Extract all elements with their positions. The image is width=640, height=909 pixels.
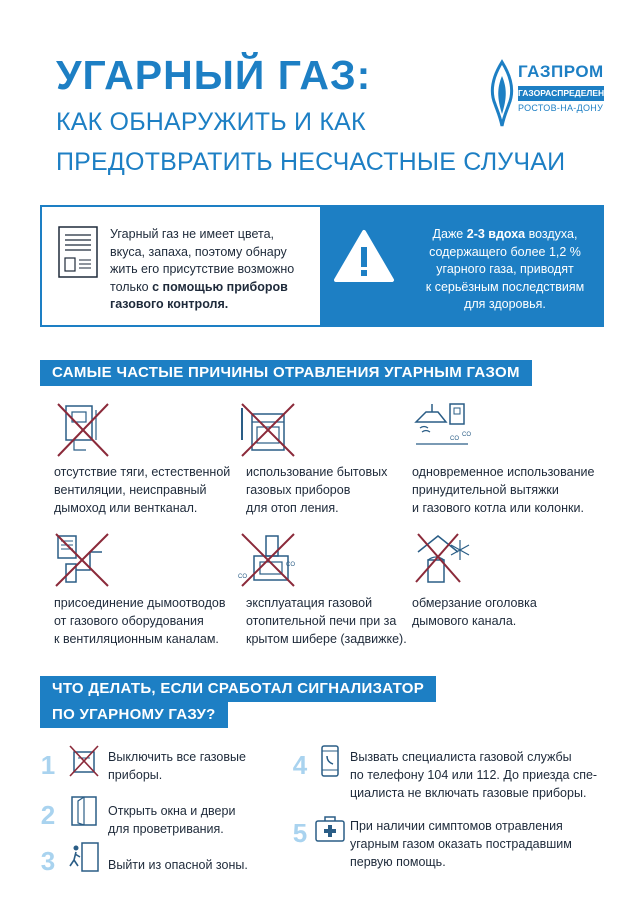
info-right-bold: 2-3 вдоха [466, 227, 526, 241]
cause-line: эксплуатация газовой [246, 596, 373, 610]
cause-item [246, 594, 407, 648]
vent-duct-icon [52, 530, 112, 590]
step-line: для проветривания. [108, 822, 224, 836]
co-label: CO [462, 432, 471, 438]
cause-line: принудительной вытяжки [412, 483, 559, 497]
page-subtitle-line2: ПРЕДОТВРАТИТЬ НЕСЧАСТНЫЕ СЛУЧАИ [56, 148, 566, 176]
first-aid-kit-icon [314, 812, 346, 846]
step-number: 4 [292, 750, 308, 780]
info-right-line [410, 226, 600, 244]
step-line: Выключить все газовые [108, 750, 246, 764]
actions-heading-line2: ПО УГАРНОМУ ГАЗУ? [40, 702, 228, 728]
exit-door-icon [68, 840, 100, 874]
cause-item [54, 594, 225, 648]
logo-division: ГАЗОРАСПРЕДЕЛЕНИЕ [518, 86, 604, 101]
info-right-line: угарного газа, приводят [436, 262, 574, 276]
info-text-left [110, 226, 310, 314]
step-item [350, 817, 572, 871]
step-item [350, 748, 597, 802]
step-line: Выйти из опасной зоны. [108, 858, 248, 872]
phone-icon [314, 744, 346, 778]
cause-line: обмерзание оголовка [412, 596, 537, 610]
info-left-line: Угарный газ не имеет цвета, [110, 227, 275, 241]
step-line: угарным газом оказать пострадавшим [350, 837, 572, 851]
info-left-bold: газового контроля. [110, 297, 229, 311]
cause-line: дымового канала. [412, 614, 517, 628]
step-number: 5 [292, 818, 308, 848]
warning-triangle-icon [332, 228, 396, 284]
step-item [108, 802, 235, 838]
info-left-line: жить его присутствие возможно [110, 262, 295, 276]
step-number: 1 [40, 750, 56, 780]
info-left-bold: с помощью приборов [152, 279, 288, 294]
cause-line: от газового оборудования [54, 614, 204, 628]
cause-line: крытом шибере (задвижке). [246, 632, 407, 646]
info-left-line: вкуса, запаха, поэтому обнару [110, 244, 287, 259]
gas-stove-icon [238, 400, 298, 460]
gazprom-flame-icon [486, 58, 518, 130]
step-line: При наличии симптомов отравления [350, 819, 563, 833]
step-line: по телефону 104 или 112. До приезда спе- [350, 768, 598, 782]
cause-item [412, 463, 594, 517]
causes-heading: САМЫЕ ЧАСТЫЕ ПРИЧИНЫ ОТРАВЛЕНИЯ УГАРНЫМ ГАЗОМ [40, 360, 532, 386]
step-number: 2 [40, 800, 56, 830]
step-line: первую помощь. [350, 855, 446, 869]
info-right-text: Даже [432, 227, 467, 241]
cause-line: отопительной печи при за [246, 614, 397, 628]
cause-line: газовых приборов [246, 483, 351, 497]
cause-line: одновременное использование [412, 465, 595, 479]
actions-heading-line1: ЧТО ДЕЛАТЬ, ЕСЛИ СРАБОТАЛ СИГНАЛИЗАТОР [40, 676, 436, 702]
cause-line: дымоход или вентканал. [54, 501, 198, 515]
cause-line: и газового котла или колонки. [412, 501, 584, 515]
step-line: Вызвать специалиста газовой службы [350, 750, 572, 764]
frozen-chimney-icon [412, 530, 472, 590]
info-text-right [410, 226, 600, 314]
open-window-icon [68, 794, 100, 828]
gas-appliance-off-icon [68, 744, 100, 778]
cause-item [412, 594, 537, 630]
info-left-line [110, 296, 310, 314]
step-line: Открыть окна и двери [108, 804, 236, 818]
co-label: CO [450, 436, 459, 442]
cause-item [54, 463, 230, 517]
co-label: CO [286, 562, 295, 568]
step-item [108, 856, 248, 874]
step-item [108, 748, 246, 784]
info-left-line [110, 279, 310, 297]
page-subtitle-line1: КАК ОБНАРУЖИТЬ И КАК [56, 108, 366, 136]
cause-line: вентиляции, неисправный [54, 483, 207, 497]
co-label: CO [238, 574, 247, 580]
info-right-line: для здоровья. [464, 297, 546, 311]
gas-furnace-damper-icon [238, 530, 298, 590]
cause-line: использование бытовых [246, 465, 388, 479]
info-right-text: воздуха, [525, 227, 578, 241]
step-line: циалиста не включать газовые приборы. [350, 786, 587, 800]
hood-and-boiler-icon [412, 400, 472, 460]
info-left-text: только [110, 279, 153, 294]
cause-line: к вентиляционным каналам. [54, 632, 219, 646]
cause-item [246, 463, 387, 517]
info-right-line: к серьёзным последствиям [425, 279, 585, 294]
cause-line: для отоп ления. [246, 501, 339, 515]
step-line: приборы. [108, 768, 163, 782]
chimney-no-draft-icon [52, 400, 112, 460]
snowflake-icon [451, 540, 469, 560]
cause-line: присоединение дымоотводов [54, 596, 226, 610]
logo-city: РОСТОВ-НА-ДОНУ [518, 103, 604, 113]
cause-line: отсутствие тяги, естественной [54, 465, 231, 479]
step-number: 3 [40, 846, 56, 876]
gas-detector-icon [58, 226, 98, 278]
logo-name: ГАЗПРОМ [518, 62, 604, 81]
page-title: УГАРНЫЙ ГАЗ: [56, 52, 372, 98]
info-right-line: содержащего более 1,2 % [429, 244, 581, 259]
